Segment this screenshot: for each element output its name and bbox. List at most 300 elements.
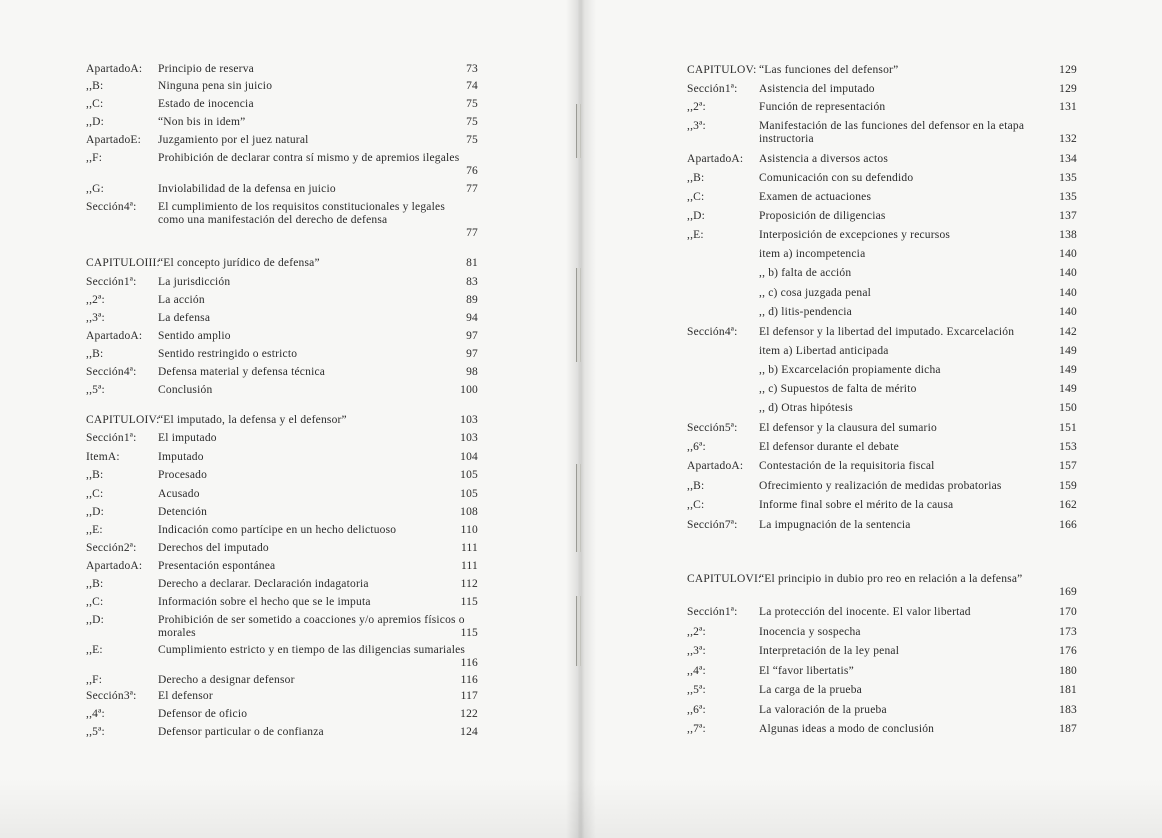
entry-title: Interpretación de la ley penal [759,645,900,657]
entry-title: El “favor libertatis” [759,665,854,677]
page-number: 115 [460,627,478,639]
entry-number: V: [745,64,757,76]
entry-label: Sección [687,326,725,338]
page-number: 76 [466,165,478,177]
entry-label: Sección [86,432,124,444]
toc-entry [687,460,1087,473]
entry-label: ,, [687,684,694,696]
entry-title: Derecho a declarar. Declaración indagatoria [158,578,369,590]
entry-title: La defensa [158,312,211,324]
entry-label: ,, [86,674,93,686]
page-number: 138 [1059,229,1077,241]
entry-label: Apartado [86,560,131,572]
entry-title: Imputado [158,451,204,463]
page-number: 105 [460,469,478,481]
page-number: 180 [1059,665,1077,677]
page-number: 162 [1059,499,1077,511]
entry-title: Proposición de diligencias [759,210,886,222]
entry-title: La acción [158,294,205,306]
toc-entry [687,684,1087,697]
page-number: 142 [1059,326,1077,338]
entry-number: B: [92,80,104,92]
toc-entry [687,229,1087,242]
entry-label: Apartado [687,153,732,165]
entry-title: Indicación como partícipe en un hecho delictuoso [158,524,397,536]
toc-entry [687,606,1087,619]
entry-number: 5ª: [693,684,706,696]
page-number: 183 [1059,704,1077,716]
page-number: 129 [1059,83,1077,95]
toc-entry [86,294,478,307]
entry-number: B: [92,578,104,590]
entry-title: ,, c) cosa juzgada penal [759,287,872,299]
page-number: 97 [466,330,478,342]
left-page [0,0,578,838]
page-number: 166 [1059,519,1077,531]
entry-number: 4ª: [724,326,738,338]
page-number: 159 [1059,480,1077,492]
entry-label: ,, [86,152,93,164]
entry-title: Examen de actuaciones [759,191,872,203]
entry-title: Presentación espontánea [158,560,276,572]
entry-title: “El concepto jurídico de defensa” [158,257,320,269]
entry-label: ,, [86,312,93,324]
toc-entry [687,665,1087,678]
page-number: 135 [1059,191,1077,203]
entry-number: D: [92,614,105,626]
entry-title: Defensor particular o de confianza [158,726,324,738]
entry-title: ,, b) Excarcelación propiamente dicha [759,364,941,376]
toc-entry [687,519,1087,532]
chapter-entry [86,414,478,427]
toc-entry [86,542,478,555]
binding-stitch [576,104,581,158]
entry-title: La valoración de la prueba [759,704,887,716]
toc-entry [86,80,478,93]
entry-label: ,, [86,116,93,128]
toc-entry [687,480,1087,493]
toc-entry [86,506,478,519]
toc-entry [86,384,478,397]
toc-entry [86,560,478,573]
entry-title: ,, c) Supuestos de falta de mérito [759,383,917,395]
entry-label: ,, [687,210,694,222]
entry-number: C: [92,488,104,500]
entry-title: Asistencia a diversos actos [759,153,888,165]
page-shadow [0,778,1162,838]
toc-entry [86,726,478,739]
entry-number: 1ª: [724,83,738,95]
toc-entry [687,645,1087,658]
entry-label: ,, [86,294,93,306]
entry-label: Sección [687,83,725,95]
entry-title: Interposición de excepciones y recursos [759,229,951,241]
entry-label: ,, [86,348,93,360]
entry-number: A: [731,460,744,472]
entry-title: ,, d) Otras hipótesis [759,402,853,414]
chapter-entry [687,64,1087,77]
entry-label: Sección [86,690,124,702]
entry-title: ,, d) litis-pendencia [759,306,852,318]
entry-label: Sección [86,276,124,288]
page-number: 137 [1059,210,1077,222]
page-number: 157 [1059,460,1077,472]
entry-title: “El principio in dubio pro reo en relación a la defensa” [759,573,1023,585]
toc-entry [86,674,478,687]
entry-title: item a) Libertad anticipada [759,345,889,357]
entry-label: Sección [86,542,124,554]
toc-entry [687,120,1087,145]
entry-number: A: [130,330,143,342]
entry-number: E: [693,229,704,241]
entry-title: “Las funciones del defensor” [759,64,899,76]
entry-title: Acusado [158,488,200,500]
entry-label: CAPITULO [687,573,746,585]
entry-number: 1ª: [724,606,738,618]
page-number: 115 [460,596,478,608]
entry-label: Sección [687,422,725,434]
toc-entry [86,312,478,325]
toc-entry [86,348,478,361]
entry-title: El imputado [158,432,217,444]
page-number: 89 [466,294,478,306]
page-number: 150 [1059,402,1077,414]
entry-number: 2ª: [693,626,706,638]
entry-number: 3ª: [92,312,105,324]
page-number: 77 [466,183,478,195]
toc-entry [86,469,478,482]
page-number: 75 [466,98,478,110]
entry-title: La impugnación de la sentencia [759,519,911,531]
entry-number: 2ª: [92,294,105,306]
entry-label: ,, [86,644,93,656]
toc-entry [86,134,478,147]
entry-number: III: [144,257,160,269]
entry-number: 3ª: [123,690,137,702]
toc-entry [86,183,478,196]
entry-number: E: [130,134,142,146]
page-number: 173 [1059,626,1077,638]
page-number: 105 [460,488,478,500]
entry-number: B: [693,480,705,492]
entry-number: F: [92,674,103,686]
toc-entry [86,432,478,445]
toc-entry [86,690,478,703]
entry-label: ,, [687,441,694,453]
entry-title: Detención [158,506,208,518]
entry-number: A: [130,63,143,75]
entry-label: ,, [86,384,93,396]
entry-number: B: [693,172,705,184]
entry-number: 4ª: [123,201,137,213]
page-number: 97 [466,348,478,360]
chapter-entry [86,257,478,270]
entry-number: B: [92,348,104,360]
entry-label: ,, [86,98,93,110]
entry-title: “El imputado, la defensa y el defensor” [158,414,347,426]
entry-label: ,, [86,614,93,626]
entry-title: Estado de inocencia [158,98,254,110]
entry-label: ,, [687,229,694,241]
page-number: 134 [1059,153,1077,165]
entry-number: C: [693,499,705,511]
entry-title: item a) incompetencia [759,248,866,260]
entry-label: Apartado [86,63,131,75]
entry-title: El cumplimiento de los requisitos constitucionales y legales como una manifestación del derecho de defensa [158,201,445,226]
entry-label: ,, [86,80,93,92]
page-number: 140 [1059,267,1077,279]
entry-title: Derecho a designar defensor [158,674,295,686]
page-number: 181 [1059,684,1077,696]
page-number: 110 [460,524,478,536]
entry-title: Prohibición de declarar contra sí mismo y de apremios ilegales [158,152,460,164]
binding-stitch [576,268,581,362]
entry-number: VI: [745,573,762,585]
toc-entry [86,488,478,501]
toc-entry [86,451,478,464]
page-number: 117 [460,690,478,702]
entry-number: 3ª: [693,120,706,132]
entry-label: Apartado [687,460,732,472]
toc-entry [86,524,478,537]
entry-label: Sección [687,519,725,531]
page-number: 140 [1059,306,1077,318]
entry-title: La carga de la prueba [759,684,862,696]
entry-title: Principio de reserva [158,63,254,75]
page-number: 103 [460,414,478,426]
toc-entry [86,614,478,639]
entry-number: 5ª: [92,384,105,396]
entry-label: ,, [687,665,694,677]
entry-number: 5ª: [92,726,105,738]
page-number: 135 [1059,172,1077,184]
entry-number: 4ª: [123,366,137,378]
toc-entry [687,326,1087,339]
entry-title: Ofrecimiento y realización de medidas probatorias [759,480,1002,492]
entry-label: ,, [687,101,694,113]
toc-entry [687,83,1087,96]
right-page [580,0,1162,838]
entry-label: ,, [687,645,694,657]
book-gutter [566,0,596,838]
entry-label: ,, [687,499,694,511]
entry-number: D: [92,506,105,518]
page-number: 122 [460,708,478,720]
entry-label: Apartado [86,134,131,146]
entry-title: Sentido restringido o estricto [158,348,298,360]
page-number: 94 [466,312,478,324]
toc-entry [687,172,1087,185]
entry-title: El defensor y la libertad del imputado. Excarcelación [759,326,1015,338]
binding-stitch [576,596,581,666]
page-number: 187 [1059,723,1077,735]
entry-label: ,, [86,708,93,720]
entry-title: Ninguna pena sin juicio [158,80,273,92]
entry-number: D: [693,210,706,222]
entry-label: Sección [86,201,124,213]
entry-title: “Non bis in idem” [158,116,246,128]
page-number: 111 [461,560,478,572]
toc-entry [687,101,1087,114]
entry-title: Asistencia del imputado [759,83,875,95]
page-number: 75 [466,116,478,128]
entry-label: Sección [86,366,124,378]
entry-label: ,, [86,578,93,590]
entry-label: ,, [86,726,93,738]
entry-title: Informe final sobre el mérito de la causa [759,499,954,511]
toc-entry [86,596,478,609]
entry-label: ,, [687,723,694,735]
entry-label: ,, [687,626,694,638]
page-number: 73 [466,63,478,75]
page-number: 100 [460,384,478,396]
page-number: 98 [466,366,478,378]
entry-title: ,, b) falta de acción [759,267,852,279]
page-number: 170 [1059,606,1077,618]
entry-number: C: [92,98,104,110]
entry-number: 7ª: [724,519,738,531]
page-number: 83 [466,276,478,288]
toc-entry [687,626,1087,639]
entry-label: ,, [86,506,93,518]
entry-label: ,, [687,704,694,716]
entry-title: Procesado [158,469,208,481]
entry-title: Defensa material y defensa técnica [158,366,326,378]
toc-entry [86,276,478,289]
toc-entry [687,422,1087,435]
toc-entry [86,366,478,379]
toc-entry [86,98,478,111]
entry-title: Prohibición de ser sometido a coacciones y/o apremios físicos o morales [158,614,465,639]
page-number: 132 [1059,133,1077,145]
entry-title: Cumplimiento estricto y en tiempo de las diligencias sumariales [158,644,466,656]
entry-number: 6ª: [693,704,706,716]
entry-number: 4ª: [92,708,105,720]
entry-title: Algunas ideas a modo de conclusión [759,723,935,735]
entry-title: Función de representación [759,101,886,113]
entry-label: CAPITULO [687,64,746,76]
page-number: 116 [460,657,478,669]
entry-number: A: [731,153,744,165]
entry-label: ,, [687,172,694,184]
entry-title: La jurisdicción [158,276,231,288]
toc-entry [687,191,1087,204]
page-number: 111 [461,542,478,554]
entry-label: ,, [687,480,694,492]
entry-number: C: [693,191,705,203]
page-number: 74 [466,80,478,92]
toc-entry [687,210,1087,223]
entry-number: 5ª: [724,422,738,434]
entry-label: ,, [86,524,93,536]
toc-entry [687,499,1087,512]
entry-title: Defensor de oficio [158,708,248,720]
page-number: 140 [1059,248,1077,260]
entry-title: Sentido amplio [158,330,231,342]
entry-label: ,, [687,120,694,132]
toc-entry [86,63,478,76]
entry-title: Comunicación con su defendido [759,172,914,184]
toc-entry [86,708,478,721]
entry-label: ,, [687,191,694,203]
page-number: 149 [1059,383,1077,395]
entry-number: E: [92,524,103,536]
entry-label: CAPITULO [86,257,145,269]
entry-label: ,, [86,469,93,481]
toc-entry [86,116,478,129]
entry-title: Derechos del imputado [158,542,269,554]
entry-number: E: [92,644,103,656]
toc-entry [687,704,1087,717]
toc-entry [86,578,478,591]
page-number: 140 [1059,287,1077,299]
entry-label: Sección [687,606,725,618]
entry-title: La protección del inocente. El valor libertad [759,606,971,618]
page-number: 104 [460,451,478,463]
page-number: 153 [1059,441,1077,453]
entry-title: Inviolabilidad de la defensa en juicio [158,183,336,195]
page-number: 124 [460,726,478,738]
page-number: 108 [460,506,478,518]
entry-number: B: [92,469,104,481]
toc-entry [687,441,1087,454]
page-number: 75 [466,134,478,146]
entry-number: 6ª: [693,441,706,453]
entry-title: Inocencia y sospecha [759,626,861,638]
entry-number: F: [92,152,103,164]
entry-title: Conclusión [158,384,213,396]
page-number: 77 [466,227,478,239]
entry-number: 2ª: [123,542,137,554]
entry-title: El defensor y la clausura del sumario [759,422,937,434]
page-number: 129 [1059,64,1077,76]
toc-entry [687,153,1087,166]
entry-number: 2ª: [693,101,706,113]
entry-title: Contestación de la requisitoria fiscal [759,460,935,472]
toc-entry [687,723,1087,736]
entry-title: Información sobre el hecho que se le imputa [158,596,371,608]
entry-title: Manifestación de las funciones del defensor en la etapa instructoria [759,120,1025,145]
entry-number: A: [130,560,143,572]
entry-label: ,, [86,183,93,195]
entry-number: 3ª: [693,645,706,657]
entry-label: Item [86,451,108,463]
page-number: 149 [1059,364,1077,376]
entry-label: CAPITULO [86,414,145,426]
entry-title: El defensor [158,690,213,702]
entry-label: ,, [86,488,93,500]
entry-number: 1ª: [123,432,137,444]
toc-entry [86,644,478,669]
toc-entry [86,152,478,177]
entry-number: 4ª: [693,665,706,677]
entry-number: G: [92,183,105,195]
page-number: 103 [460,432,478,444]
page-number: 81 [466,257,478,269]
entry-number: 1ª: [123,276,137,288]
entry-label: ,, [86,596,93,608]
page-number: 151 [1059,422,1077,434]
page-number: 149 [1059,345,1077,357]
entry-label: Apartado [86,330,131,342]
entry-number: A: [107,451,120,463]
binding-stitch [576,464,581,552]
page-number: 169 [1059,586,1077,598]
entry-number: 7ª: [693,723,706,735]
chapter-entry [687,573,1087,598]
page-number: 112 [460,578,478,590]
page-number: 116 [460,674,478,686]
